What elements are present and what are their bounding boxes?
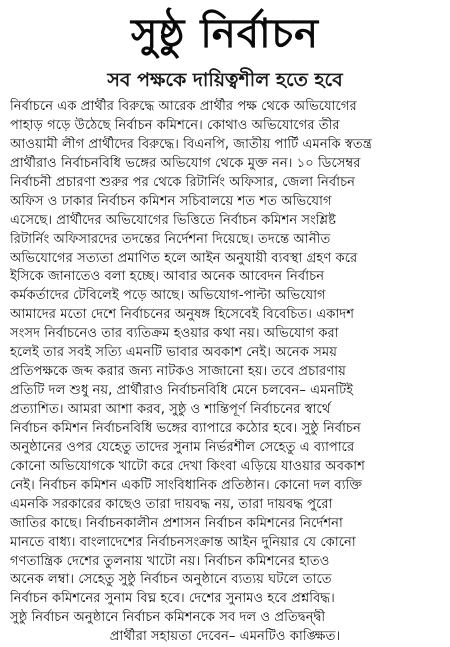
- body-line: প্রার্থীরাও নির্বাচনবিধি ভঙ্গের অভিযোগ থেকে মুক্ত নন। ১০ ডিসেম্বর: [10, 155, 361, 171]
- body-line: নির্বাচন কমিশনের সুনাম বিঘ্ন হবে। দেশের সুনামও হবে প্রশ্নবিদ্ধ।: [10, 591, 335, 607]
- body-line: গণতান্ত্রিক দেশের তুলনায় খাটো নয়। নির্বাচন কমিশনের হাতও: [10, 553, 330, 569]
- body-line: অফিস ও ঢাকার নির্বাচন কমিশন সচিবালয়ে শত শত অভিযোগ: [10, 193, 332, 209]
- body-line: কর্মকর্তাদের টেবিলেই পড়ে আছে। অভিযোগ-পাল্টা অভিযোগ: [10, 288, 326, 304]
- body-line: আমাদের মতো দেশে নির্বাচনের অনুষঙ্গ হিসেবেই বিবেচিত। একাদশ: [10, 307, 355, 323]
- body-line: প্রার্থীরা সহায়তা দেবেন– এমনটিও কাঙ্ক্ষিত।: [109, 629, 341, 645]
- body-line: এসেছে। প্রার্থীদের অভিযোগের ভিত্তিতে নির্বাচন কমিশন সংশ্লিষ্ট: [10, 212, 337, 228]
- body-line: নির্বাচনে এক প্রার্থীর বিরুদ্ধে আরেক প্রার্থীর পক্ষ থেকে অভিযোগের: [10, 99, 357, 114]
- body-line: রিটার্নিং অফিসারদের তদন্তের নির্দেশনা দিয়েছে। তদন্তে আনীত: [10, 231, 331, 247]
- body-line: আওয়ামী লীগ প্রার্থীদের বিরুদ্ধে। বিএনপি, জাতীয় পার্টি এমনকি স্বতন্ত্র: [10, 136, 372, 152]
- body-line: অভিযোগের সত্যতা প্রমাণিত হলে আইন অনুযায়ী ব্যবস্থা গ্রহণ করে: [10, 250, 358, 266]
- body-line: নির্বাচনী প্রচারণা শুরুর পর থেকে রিটার্নিং অফিসার, জেলা নির্বাচন: [10, 174, 356, 190]
- body-line: মানতে বাধ্য। বাংলাদেশের নির্বাচনসংক্রান্ত আইন দুনিয়ার যে কোনো: [10, 534, 356, 550]
- body-line: ইসিকে জানাতেও বলা হচ্ছে। আবার অনেক আবেদন নির্বাচন: [10, 269, 325, 285]
- headline: সুষ্ঠু নির্বাচন: [130, 11, 320, 57]
- body-line: পাহাড় গড়ে উঠেছে নির্বাচন কমিশনে। কোথাও অভিযোগের তীর: [10, 117, 340, 133]
- body-line: অনুষ্ঠানের ওপর যেহেতু তাদের সুনাম নির্ভরশীল সেহেতু এ ব্যাপারে: [10, 439, 355, 455]
- body-line: জাতির কাছে। নির্বাচনকালীন প্রশাসন নির্বাচন কমিশনের নির্দেশনা: [10, 515, 343, 531]
- body-line: অনেক লম্বা। সেহেতু সুষ্ঠু নির্বাচন অনুষ্ঠানে ব্যত্যয় ঘটলে তাতে: [10, 572, 332, 588]
- body-line: নির্বাচন কমিশন নির্বাচনবিধি ভঙ্গের ব্যাপারে কঠোর হবে। সুষ্ঠু নির্বাচন: [10, 420, 361, 436]
- body-line: নেই। নির্বাচন কমিশন একটি সাংবিধানিক প্রতিষ্ঠান। কোনো দল ব্যক্তি: [10, 477, 363, 493]
- subheadline: সব পক্ষকে দায়িত্বশীল হতে হবে: [107, 69, 343, 91]
- article-body: [10, 98, 440, 647]
- body-line: সুষ্ঠু নির্বাচন অনুষ্ঠানে নির্বাচন কমিশনকে সব দল ও প্রতিদ্বন্দ্বী: [10, 610, 326, 626]
- body-line: সংসদ নির্বাচনেও তার ব্যতিক্রম হওয়ার কথা নয়। অভিযোগ করা: [10, 326, 339, 342]
- body-line: প্রত্যাশিত। আমরা আশা করব, সুষ্ঠু ও শান্তিপূর্ণ নির্বাচনের স্বার্থে: [10, 402, 331, 417]
- body-line: এমনকি সরকারের কাছেও তারা দায়বদ্ধ নয়, তারা দায়বদ্ধ পুরো: [10, 496, 333, 512]
- body-line: প্রতিটি দল শুধু নয়, প্রার্থীরাও নির্বাচনবিধি মেনে চলবেন– এমনটিই: [10, 383, 354, 399]
- body-line: প্রতিপক্ষকে জব্দ করার জন্য নাটকও সাজানো হয়। তবে প্রচারণায়: [10, 364, 346, 380]
- body-line: হলেই তার সবই সত্যি এমনটি ভাবার অবকাশ নেই। অনেক সময়: [10, 345, 338, 361]
- body-line: কোনো অভিযোগকে খাটো করে দেখা কিংবা এড়িয়ে যাওয়ার অবকাশ: [10, 458, 365, 474]
